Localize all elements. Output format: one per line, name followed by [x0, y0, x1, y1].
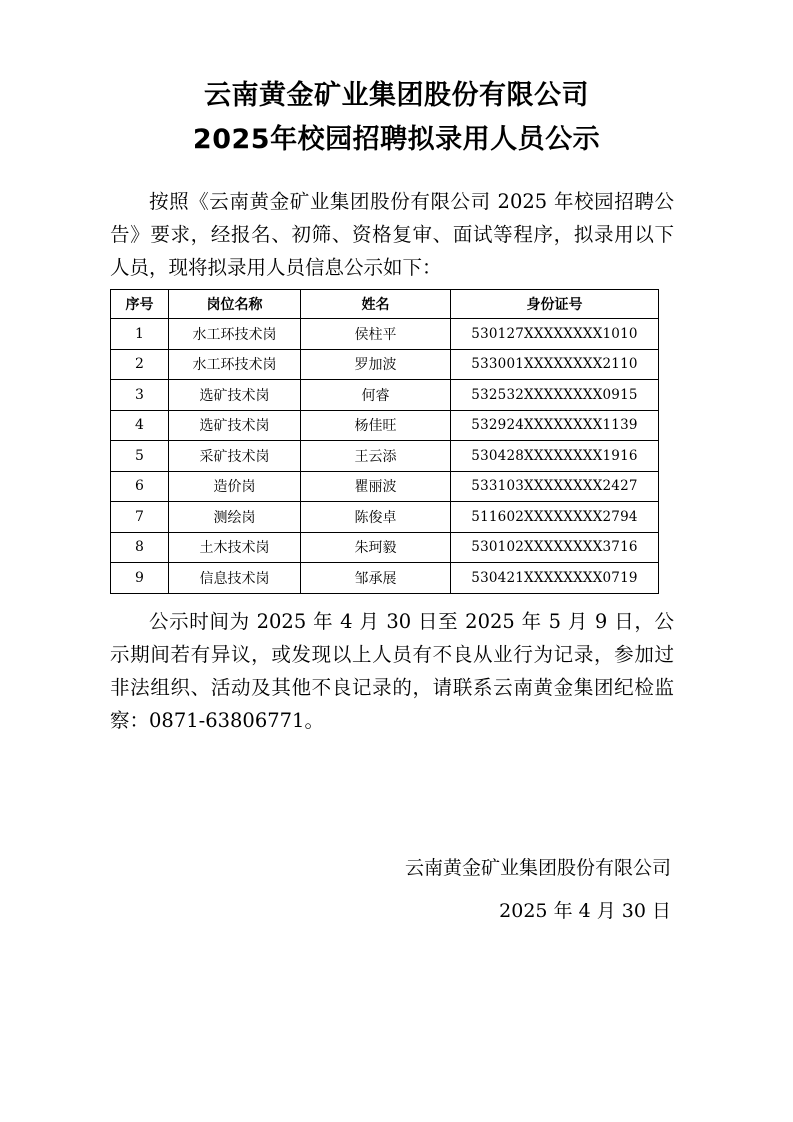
cell-name: 瞿丽波 — [301, 471, 451, 502]
cell-position: 测绘岗 — [169, 502, 301, 533]
cell-name: 侯柱平 — [301, 319, 451, 350]
cell-index: 1 — [111, 319, 169, 350]
cell-index: 3 — [111, 380, 169, 411]
notice-paragraph: 公示时间为 2025 年 4 月 30 日至 2025 年 5 月 9 日，公示期间若有异议，或发现以上人员有不良从业行为记录，参加过非法组织、活动及其他不良记录的，请联系云南黄金集团纪检监察：0871-63806771。 — [110, 610, 674, 732]
cell-position: 造价岗 — [169, 471, 301, 502]
header-position: 岗位名称 — [169, 290, 301, 319]
cell-position: 土木技术岗 — [169, 532, 301, 563]
table-row — [111, 319, 659, 350]
table-row — [111, 563, 659, 594]
table-row — [111, 502, 659, 533]
signature-date: 2025 年 4 月 30 日 — [499, 900, 671, 922]
cell-position: 选矿技术岗 — [169, 410, 301, 441]
page-subtitle: 2025年校园招聘拟录用人员公示 — [192, 124, 601, 155]
candidate-table — [110, 289, 659, 594]
cell-index: 6 — [111, 471, 169, 502]
cell-name: 何睿 — [301, 380, 451, 411]
cell-index: 2 — [111, 349, 169, 380]
cell-index: 9 — [111, 563, 169, 594]
cell-name: 陈俊卓 — [301, 502, 451, 533]
cell-id-number: 532532XXXXXXXX0915 — [451, 380, 659, 411]
page-title: 云南黄金矿业集团股份有限公司 — [204, 80, 589, 111]
cell-id-number: 530127XXXXXXXX1010 — [451, 319, 659, 350]
cell-name: 朱珂毅 — [301, 532, 451, 563]
cell-position: 水工环技术岗 — [169, 349, 301, 380]
table-row — [111, 441, 659, 472]
table-row — [111, 532, 659, 563]
cell-name: 邹承展 — [301, 563, 451, 594]
cell-position: 信息技术岗 — [169, 563, 301, 594]
table-header-row — [111, 290, 659, 319]
cell-id-number: 532924XXXXXXXX1139 — [451, 410, 659, 441]
cell-id-number: 511602XXXXXXXX2794 — [451, 502, 659, 533]
signature-organization: 云南黄金矿业集团股份有限公司 — [404, 857, 671, 879]
header-index: 序号 — [111, 290, 169, 319]
table-row — [111, 349, 659, 380]
cell-id-number: 530102XXXXXXXX3716 — [451, 532, 659, 563]
cell-name: 罗加波 — [301, 349, 451, 380]
table-row — [111, 471, 659, 502]
cell-position: 选矿技术岗 — [169, 380, 301, 411]
table-row — [111, 380, 659, 411]
cell-name: 王云添 — [301, 441, 451, 472]
cell-index: 4 — [111, 410, 169, 441]
cell-index: 7 — [111, 502, 169, 533]
cell-id-number: 530421XXXXXXXX0719 — [451, 563, 659, 594]
table-row — [111, 410, 659, 441]
intro-paragraph: 按照《云南黄金矿业集团股份有限公司 2025 年校园招聘公告》要求，经报名、初筛、资格复审、面试等程序，拟录用以下人员，现将拟录用人员信息公示如下： — [110, 190, 674, 279]
cell-name: 杨佳旺 — [301, 410, 451, 441]
cell-index: 8 — [111, 532, 169, 563]
cell-id-number: 533103XXXXXXXX2427 — [451, 471, 659, 502]
header-name: 姓名 — [301, 290, 451, 319]
cell-index: 5 — [111, 441, 169, 472]
cell-id-number: 533001XXXXXXXX2110 — [451, 349, 659, 380]
header-id-number: 身份证号 — [451, 290, 659, 319]
cell-id-number: 530428XXXXXXXX1916 — [451, 441, 659, 472]
cell-position: 水工环技术岗 — [169, 319, 301, 350]
cell-position: 采矿技术岗 — [169, 441, 301, 472]
